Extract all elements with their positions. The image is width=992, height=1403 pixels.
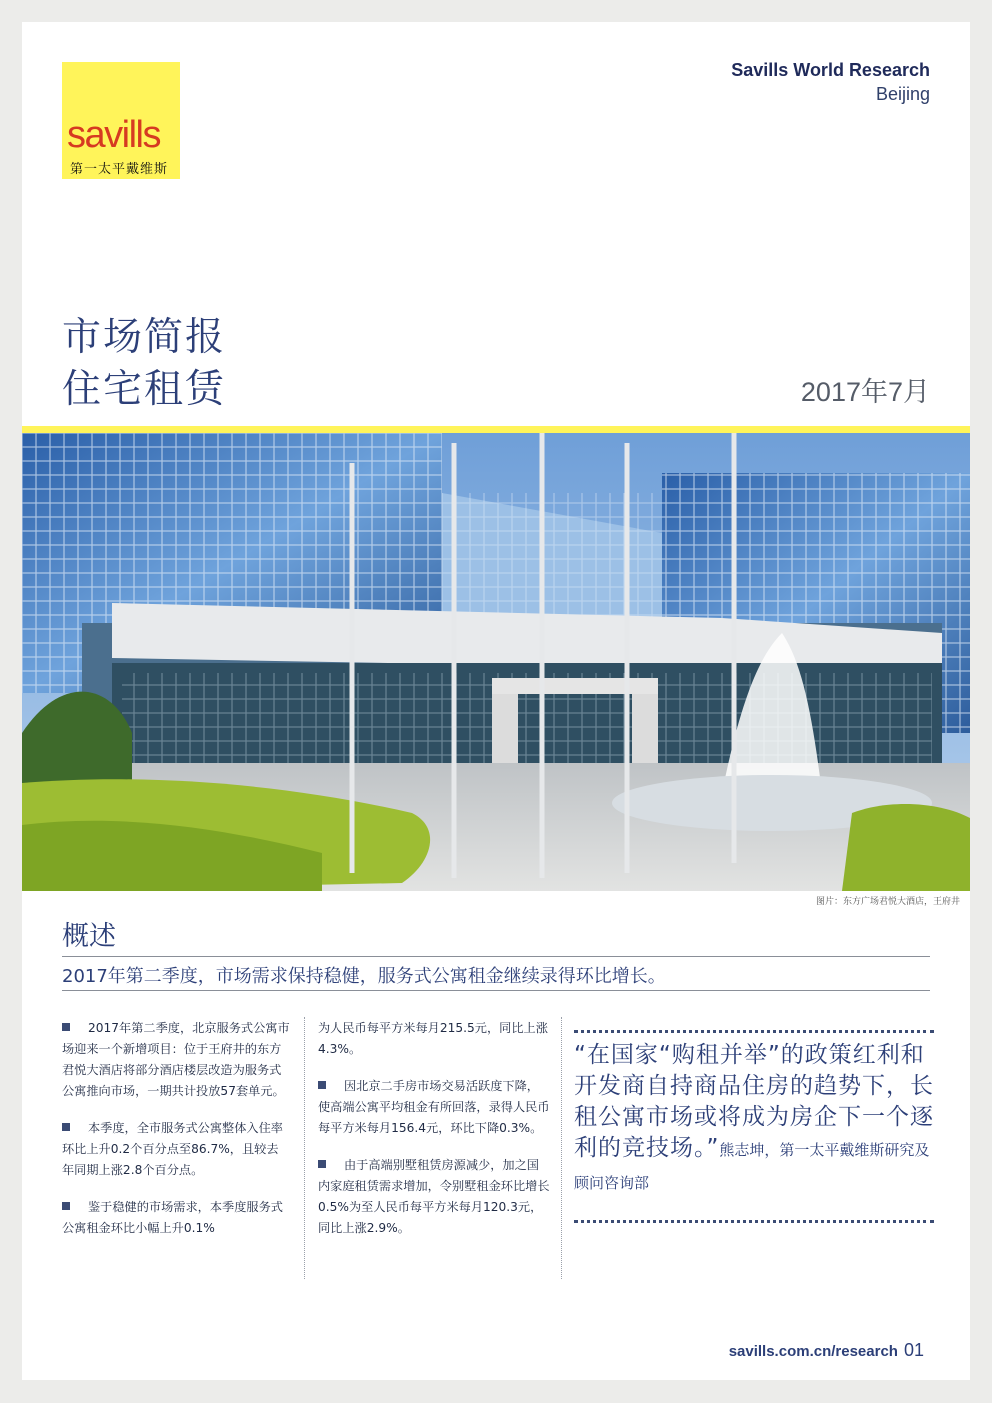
research-header [731,58,930,106]
top-rule [62,956,930,957]
research-link[interactable]: savills.com.cn/research [728,1343,898,1360]
research-city: Beijing [875,84,930,104]
column-divider [561,1017,562,1279]
quote-text: “在国家“购租并举”的政策红利和开发商自持商品住房的趋势下，长租公寓市场或将成为房企下一个逐利的竞技场。” [574,1042,934,1161]
photo-caption: 图片：东方广场君悦大酒店，王府井 [815,897,960,907]
bullet-icon [62,1023,70,1031]
middle-column [318,1018,550,1255]
left-column [62,1018,290,1255]
bullet-icon [62,1123,70,1131]
bullet-icon [62,1202,70,1210]
yellow-divider [22,426,970,433]
overview-lead: 2017年第二季度，市场需求保持稳健，服务式公寓租金继续录得环比增长。 [62,966,666,987]
list-item: 2017年第二季度，北京服务式公寓市场迎来一个新增项目：位于王府井的东方君悦大酒店将部分酒店楼层改造为服务式公寓推向市场，一期共计投放57套单元。 [62,1021,290,1098]
hotel-photo [22,433,970,891]
bullet-icon [318,1160,326,1168]
list-item-continued: 为人民币每平方米每月215.5元，同比上涨4.3%。 [318,1021,548,1056]
list-item: 本季度，全市服务式公寓整体入住率环比上升0.2个百分点至86.7%，且较去年同期上涨2.8个百分点。 [62,1121,283,1177]
list-item: 因北京二手房市场交易活跃度下降，使高端公寓平均租金有所回落，录得人民币每平方米每月156.4元，环比下降0.3%。 [318,1079,550,1135]
report-page [22,22,970,1380]
quote-bottom-border [574,1220,934,1223]
quote-top-border [574,1030,934,1033]
research-title: Savills World Research [731,60,930,80]
list-item: 鉴于稳健的市场需求，本季度服务式公寓租金环比小幅上升0.1% [62,1200,283,1235]
list-item: 由于高端别墅租赁房源减少，加之国内家庭租赁需求增加，令别墅租金环比增长0.5%为至人民币每平方米每月120.3元，同比上涨2.9%。 [318,1158,550,1235]
column-divider [304,1017,305,1279]
page-footer [729,1340,924,1361]
bullet-icon [318,1081,326,1089]
report-date: 2017年7月 [800,377,930,407]
title-line-1: 市场简报 [62,315,227,360]
logo-wordmark: savills [67,114,160,156]
title-line-2: 住宅租赁 [62,367,227,412]
page-number: 01 [903,1340,924,1360]
logo-subtitle: 第一太平戴维斯 [70,162,169,177]
savills-logo[interactable] [62,62,180,179]
quote-attribution: 熊志坤，第一太平戴维斯研究及顾问咨询部 [574,1141,930,1192]
bottom-rule [62,990,930,991]
overview-heading: 概述 [62,921,116,952]
page-title [62,312,226,416]
pull-quote [574,1040,934,1199]
hotel-illustration [22,433,970,891]
